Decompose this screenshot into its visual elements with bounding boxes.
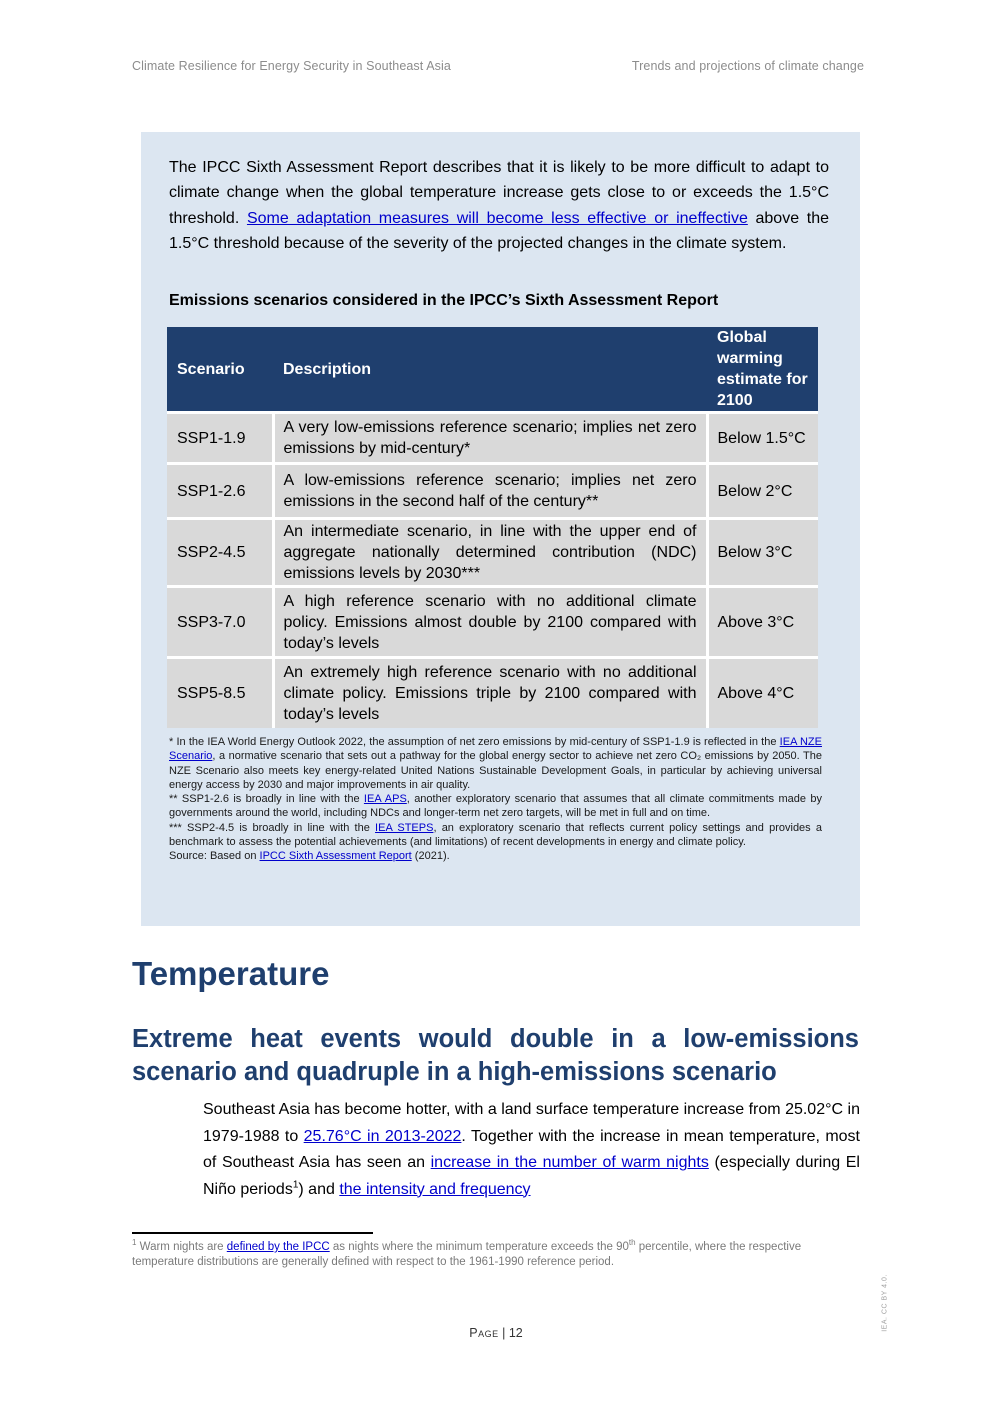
table-row xyxy=(167,413,818,464)
description-cell: A very low-emissions reference scenario; implies net zero emissions by mid-century* xyxy=(273,413,707,464)
footnote xyxy=(132,1240,844,1269)
table-row xyxy=(167,587,818,658)
table-row xyxy=(167,464,818,519)
scenario-cell: SSP5-8.5 xyxy=(167,658,273,728)
page-separator: | xyxy=(498,1326,509,1340)
table-row xyxy=(167,658,818,728)
note-steps xyxy=(169,821,822,850)
description-cell: A low-emissions reference scenario; implies net zero emissions in the second half of the century** xyxy=(273,464,707,519)
body-paragraph xyxy=(203,1097,860,1203)
column-header-scenario: Scenario xyxy=(167,327,273,413)
body-text: (especially during El Niño periods xyxy=(203,1154,860,1198)
intro-text-1: The IPCC Sixth Assessment Report describes that it is likely to be more difficult to adapt to climate change when the global temperature increase gets close to or exceeds the 1.5°C threshold. xyxy=(169,159,829,227)
warming-cell: Below 2°C xyxy=(707,464,818,519)
page-number xyxy=(0,1326,992,1340)
iea-aps-link[interactable]: IEA APS xyxy=(363,793,407,806)
intro-text-2: above the 1.5°C threshold because of the severity of the projected changes in the climate system. xyxy=(169,209,829,253)
note-text: ** SSP1-2.6 is broadly in line with the xyxy=(169,793,364,806)
note-text: * In the IEA World Energy Outlook 2022, the assumption of net zero emissions by mid-century of SSP1-1.9 is reflected in the xyxy=(169,736,780,748)
table-title: Emissions scenarios considered in the IPCC’s Sixth Assessment Report xyxy=(169,292,719,309)
footnote-divider xyxy=(132,1232,373,1234)
adaptation-measures-link[interactable]: Some adaptation measures will become less effective or ineffective xyxy=(246,209,748,227)
box-intro-paragraph xyxy=(169,155,829,257)
scenario-cell: SSP1-2.6 xyxy=(167,464,273,519)
ipcc-definition-link[interactable]: defined by the IPCC xyxy=(226,1241,330,1253)
body-text: ) and xyxy=(298,1180,340,1198)
scenario-cell: SSP1-1.9 xyxy=(167,413,273,464)
iea-nze-link[interactable]: IEA NZE Scenario xyxy=(169,736,822,763)
warming-cell: Below 3°C xyxy=(707,519,818,587)
page-value: 12 xyxy=(508,1326,523,1340)
note-text: , another exploratory scenario that assumes that all climate commitments made by governments around the world, including NDCs and longer-term net zero targets, will be met in full and on time. xyxy=(169,793,822,820)
scenarios-table xyxy=(167,327,818,728)
table-row xyxy=(167,519,818,587)
footnote-text: percentile, where the respective temperature distributions are generally defined with respect to the 1961-1990 reference period. xyxy=(132,1241,802,1268)
temperature-data-link[interactable]: 25.76°C in 2013-2022 xyxy=(303,1127,462,1145)
note-text: , an exploratory scenario that reflects current policy settings and provides a benchmark to assess the potential achievements (and limitations) of recent developments in energy and climate policy. xyxy=(169,821,822,849)
license-text: IEA. CC BY 4.0. xyxy=(881,1274,889,1332)
warming-cell: Above 4°C xyxy=(707,658,818,728)
section-heading: Temperature xyxy=(132,955,330,992)
iea-steps-link[interactable]: IEA STEPS xyxy=(375,821,434,834)
note-text: *** SSP2-4.5 is broadly in line with the xyxy=(169,821,376,834)
footnote-text: Warm nights are xyxy=(136,1241,227,1253)
scenario-cell: SSP2-4.5 xyxy=(167,519,273,587)
warming-cell: Below 1.5°C xyxy=(707,413,818,464)
note-aps xyxy=(169,792,822,821)
note-text: , a normative scenario that sets out a pathway for the global energy sector to achieve net zero CO₂ emissions by 2050. The NZE Scenario also meets key energy-related United Nations Sustainable Development Goals, in particular by achieving universal energy access by 2030 and major improvements in air quality. xyxy=(169,750,822,791)
table-notes xyxy=(169,735,822,864)
description-cell: An extremely high reference scenario with no additional climate policy. Emissions triple by 2100 compared with today’s levels xyxy=(273,658,707,728)
footnote-sup: th xyxy=(628,1238,636,1248)
page-label: Page xyxy=(469,1326,499,1340)
subsection-heading: Extreme heat events would double in a low-emissions scenario and quadruple in a high-emissions scenario xyxy=(132,1025,859,1086)
license-side-label xyxy=(880,1272,890,1334)
running-header-left: Climate Resilience for Energy Security in Southeast Asia xyxy=(132,59,451,73)
scenario-cell: SSP3-7.0 xyxy=(167,587,273,658)
description-cell: A high reference scenario with no additional climate policy. Emissions almost double by 2100 compared with today’s levels xyxy=(273,587,707,658)
warm-nights-link[interactable]: increase in the number of warm nights xyxy=(430,1154,709,1171)
ipcc-report-link[interactable]: IPCC Sixth Assessment Report xyxy=(259,850,412,863)
description-cell: An intermediate scenario, in line with the upper end of aggregate nationally determined contribution (NDC) emissions levels by 2030*** xyxy=(273,519,707,587)
body-text: . Together with the increase in mean temperature, most of Southeast Asia has seen an xyxy=(203,1127,861,1171)
footnote-number: 1 xyxy=(132,1238,137,1248)
warming-cell: Above 3°C xyxy=(707,587,818,658)
note-source xyxy=(169,849,822,863)
running-header-right: Trends and projections of climate change xyxy=(631,59,864,73)
note-text: (2021). xyxy=(411,850,450,863)
footnote-text: as nights where the minimum temperature exceeds the 90 xyxy=(329,1241,629,1253)
note-text: Source: Based on xyxy=(169,850,260,863)
column-header-description: Description xyxy=(273,327,707,413)
footnote-ref[interactable]: 1 xyxy=(292,1179,299,1191)
body-text: Southeast Asia has become hotter, with a land surface temperature increase from 25.02°C in 1979-1988 to xyxy=(203,1101,860,1145)
intensity-frequency-link[interactable]: the intensity and frequency xyxy=(339,1180,531,1198)
column-header-warming: Global warming estimate for 2100 xyxy=(707,327,818,413)
note-nze xyxy=(169,735,822,792)
